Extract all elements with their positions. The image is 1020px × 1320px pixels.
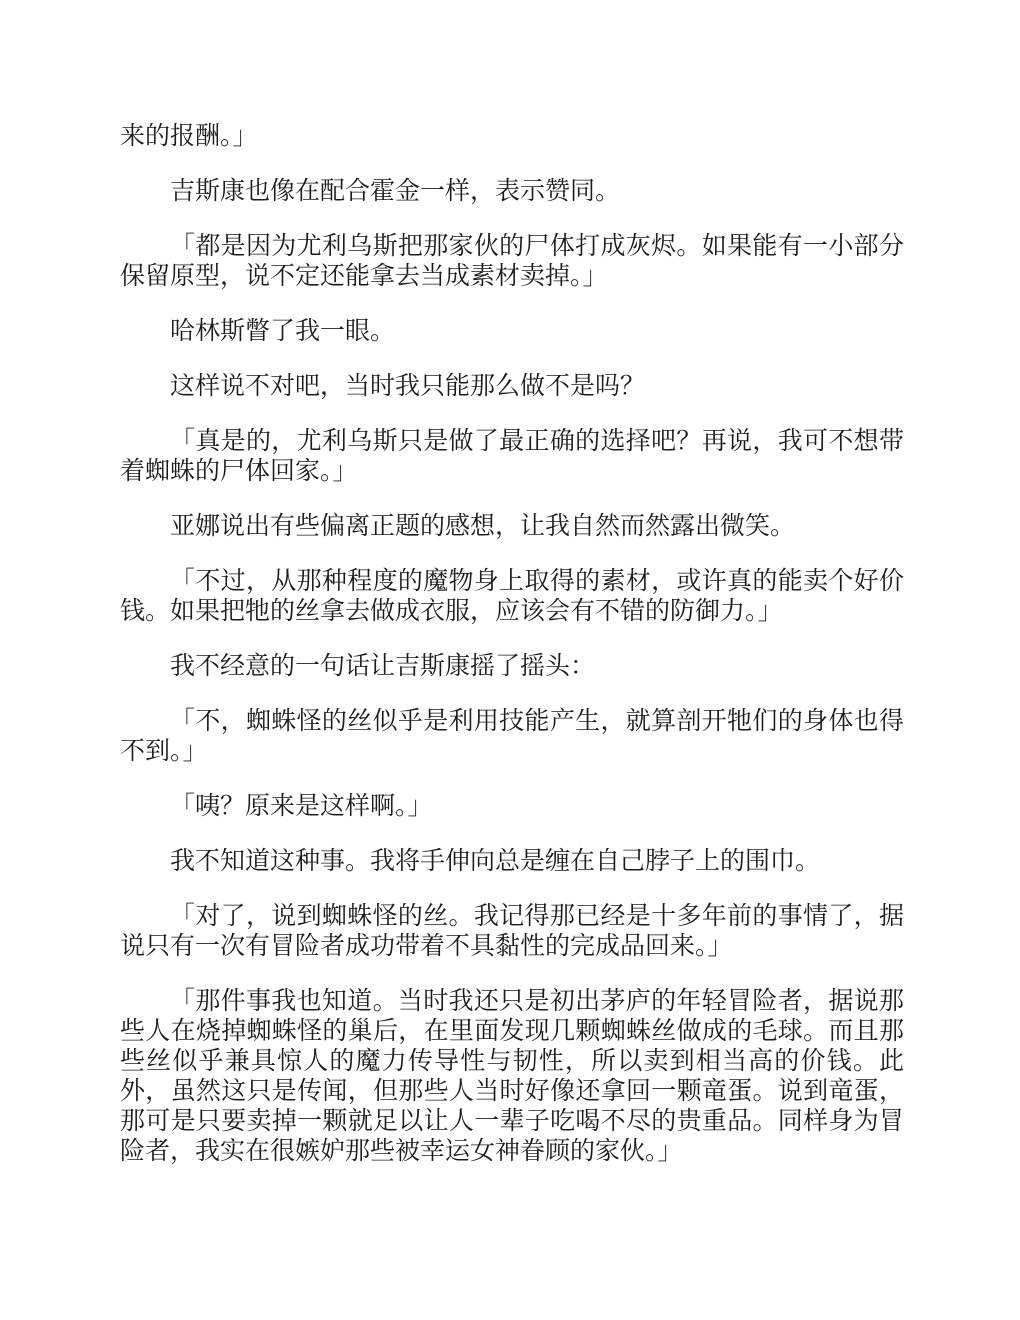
paragraph: 哈林斯瞥了我一眼。 xyxy=(170,318,396,345)
paragraph: 「那件事我也知道。当时我还只是初出茅庐的年轻冒险者，据说那些人在烧掉蜘蛛怪的巢后，在里面发现几颗蜘蛛丝做成的毛球。而且那些丝似乎兼具惊人的魔力传导性与韧性，所以卖到相当高的价钱。此外，虽然这只是传闻，但那些人当时好像还拿回一颗竜蛋。说到竜蛋，那可是只要卖掉一颗就足以让人一辈子吃喝不尽的贵重品。同样身为冒险者，我实在很嫉妒那些被幸运女神眷顾的家伙。」 xyxy=(120,988,904,1165)
paragraph: 这样说不对吧，当时我只能那么做不是吗？ xyxy=(170,373,646,400)
paragraph: 来的报酬。」 xyxy=(120,123,258,150)
paragraph: 「都是因为尤利乌斯把那家伙的尸体打成灰烬。如果能有一小部分保留原型，说不定还能拿去当成素材卖掉。」 xyxy=(120,233,904,290)
paragraph: 「对了，说到蜘蛛怪的丝。我记得那已经是十多年前的事情了，据说只有一次有冒险者成功带着不具黏性的完成品回来。」 xyxy=(120,903,904,960)
paragraph: 我不知道这种事。我将手伸向总是缠在自己脖子上的围巾。 xyxy=(170,848,821,875)
paragraph: 我不经意的一句话让吉斯康摇了摇头： xyxy=(170,653,596,680)
paragraph: 「真是的，尤利乌斯只是做了最正确的选择吧？再说，我可不想带着蜘蛛的尸体回家。」 xyxy=(120,428,904,485)
paragraph: 吉斯康也像在配合霍金一样，表示赞同。 xyxy=(170,178,621,205)
paragraph: 「不过，从那种程度的魔物身上取得的素材，或许真的能卖个好价钱。如果把牠的丝拿去做成衣服，应该会有不错的防御力。」 xyxy=(120,568,904,625)
paragraph: 亚娜说出有些偏离正题的感想，让我自然而然露出微笑。 xyxy=(170,513,796,540)
paragraph: 「不，蜘蛛怪的丝似乎是利用技能产生，就算剖开牠们的身体也得不到。」 xyxy=(120,708,904,765)
paragraph: 「咦？原来是这样啊。」 xyxy=(170,793,433,820)
page-text xyxy=(120,122,904,1192)
